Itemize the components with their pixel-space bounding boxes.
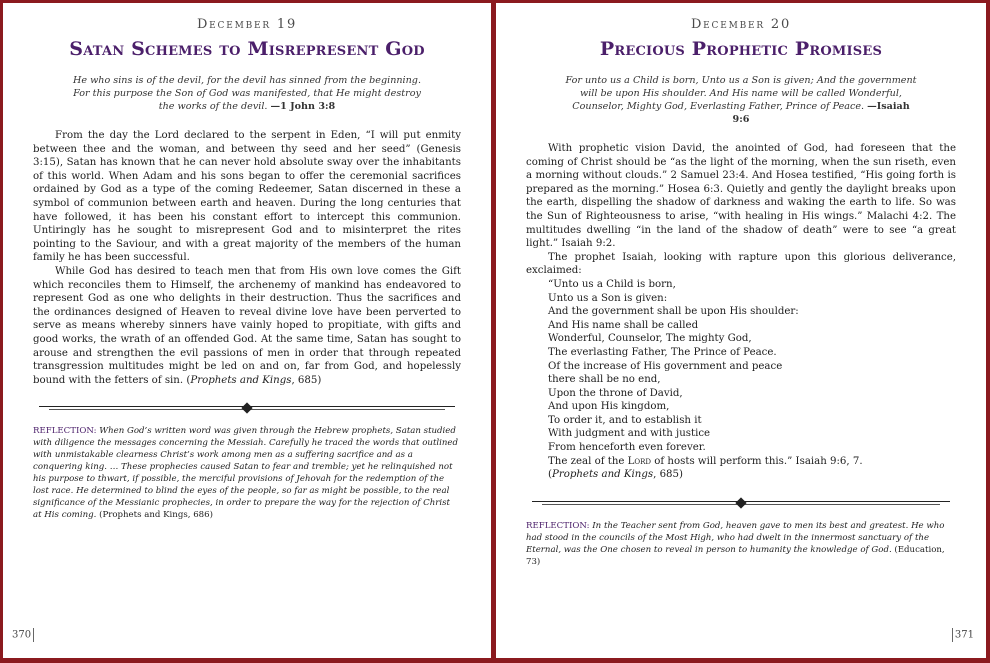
poem-line: From henceforth even forever. (548, 442, 706, 454)
reading-body (526, 142, 956, 482)
page-title: Satan Schemes to Misrepresent God (69, 38, 425, 60)
poem-citation: (Prophets and Kings, 685) (548, 469, 683, 481)
diamond-ornament-icon (735, 497, 746, 508)
poem-line: To order it, and to establish it (548, 414, 702, 426)
paragraph: While God has desired to teach men that from His own love comes the Gift which reconciles them to Himself, the archenemy of mankind has endeavored to represent God as one who delights in their destruction. Thus the sacrifices and the ordinances designed of Heaven to reveal divine love have been perverted to serve as means whereby sinners have vainly hoped to propitiate, with gifts and good works, the wrath of an offended God. At the same time, Satan has sought to arouse and strengthen the evil passions of men in order that through repeated transgression multitudes might be led on and on, far from God, and hopelessly bound with the fetters of sin. (Prophets and Kings, 685) (33, 265, 461, 386)
paragraph: The prophet Isaiah, looking with rapture upon this glorious deliverance, exclaimed: (526, 251, 956, 277)
citation-page: , 685) (653, 469, 683, 481)
page-number (950, 628, 974, 642)
page-number-bar (33, 628, 34, 642)
reflection-label: REFLECTION: (33, 426, 97, 437)
verse-text: For unto us a Child is born, Unto us a Son is given; And the government will be upon His shoulder. And His name will be called Wonderful, Counselor, Mighty God, Everlasting Father, Prince of Peace. (565, 75, 917, 112)
page-number-text: 371 (954, 629, 974, 641)
poem-line: With judgment and with justice (548, 428, 711, 440)
lord-small-caps: Lord (627, 455, 652, 467)
paragraph: With prophetic vision David, the anointed of God, had foreseen that the coming of Christ should be “as the light of the morning, when the sun riseth, even a morning without clouds.” 2 Samuel 23:4. And Hosea testified, “His going forth is prepared as the morning.” Hosea 6:3. Quietly and gently the daylight breaks upon the earth, dispelling the shadow of darkness and waking the earth to life. So was the Sun of Righteousness to arise, “with healing in His wings.” Malachi 4:2. The multitudes dwelling “in the land of the shadow of death” were to see “a great light.” Isaiah 9:2. (526, 143, 956, 250)
poem-line: Of the increase of His government and peace (548, 360, 783, 372)
poem-line: “Unto us a Child is born, (548, 278, 676, 290)
paragraph: From the day the Lord declared to the serpent in Eden, “I will put enmity between thee and the woman, and between thy seed and her seed” (Genesis 3:15), Satan has known that he can never hold absolute sway over the inhabitants of this world. When Adam and his sons began to offer the ceremonial sacrifices ordained by God as a type of the coming Redeemer, Satan discerned in these a symbol of communion between earth and heaven. During the long centuries that have followed, it has been his constant effort to intercept this communion. Untiringly has he sought to misrepresent God and to misinterpret the rites pointing to the Saviour, and with a great majority of the members of the human family he has been successful. (33, 130, 461, 264)
verse-text: He who sins is of the devil, for the devil has sinned from the beginning. For this purpose the Son of God was manifested, that He might destroy the works of the devil. (73, 75, 421, 112)
verse-reference: —Isaiah 9:6 (732, 101, 910, 125)
citation-title: Prophets and Kings (190, 374, 292, 386)
page-number-bar (952, 628, 953, 642)
citation-page: , 685) (291, 374, 322, 386)
reflection-text: When God’s written word was given through the Hebrew prophets, Satan studied with diligence the messages concerning the Messiah. Carefully he traced the words that outlined with unmistakable clearness Christ’s work among men as a suffering sacrifice and as a conquering king. … These prophecies caused Satan to fear and tremble; yet he relinquished not his purpose to thwart, if possible, the merciful provisions of Jehovah for the redemption of the lost race. He determined to blind the eyes of the people, so far as might be possible, to the real significance of the Messianic prophecies, in order to prepare the way for the rejection of Christ at His coming. (33, 426, 459, 521)
reflection-label: REFLECTION: (526, 520, 590, 531)
page-date: December 19 (196, 17, 298, 32)
poem-line: Unto us a Son is given: (548, 292, 668, 304)
reflection-text: In the Teacher sent from God, heaven gave to men its best and greatest. He who had stood in the councils of the Most High, who had dwelt in the innermost sanctuary of the Eternal, was the One chosen to reveal in person to humanity the knowledge of God. (526, 520, 945, 555)
page-title: Precious Prophetic Promises (599, 38, 883, 60)
right-page-content (526, 3, 956, 568)
reflection-source: (Education, 73) (526, 544, 945, 567)
reflection-source: (Prophets and Kings, 686) (99, 510, 213, 521)
left-page-content (33, 3, 461, 521)
scripture-verse (70, 74, 425, 113)
poem-line: And the government shall be upon His shoulder: (548, 306, 799, 318)
prophecy-poem (526, 278, 956, 482)
scripture-verse (564, 74, 919, 126)
ornamental-divider (532, 496, 950, 510)
reading-body (33, 129, 461, 387)
page-number-text: 370 (12, 629, 32, 641)
right-page (496, 3, 986, 658)
poem-text: The zeal of the (548, 455, 628, 467)
poem-line: And His name shall be called (548, 319, 699, 331)
page-date: December 20 (690, 17, 792, 32)
paragraph-text: While God has desired to teach men that from His own love comes the Gift which reconciles them to Himself, the archenemy of mankind has endeavored to represent God as one who delights in their destruction. Thus the sacrifices and the ordinances designed of Heaven to reveal divine love have been perverted to serve as means whereby sinners have vainly hoped to propitiate, with gifts and good works, the wrath of an offended God. At the same time, Satan has sought to arouse and strengthen the evil passions of men in order that through repeated transgression multitudes might be led on and on, far from God, and hopelessly bound with the fetters of sin. (33, 265, 461, 386)
poem-line (548, 455, 956, 469)
poem-line: The everlasting Father, The Prince of Peace. (548, 346, 777, 358)
diamond-ornament-icon (241, 403, 252, 414)
poem-line: Wonderful, Counselor, The mighty God, (548, 333, 752, 345)
reflection (526, 520, 956, 568)
verse-reference: —1 John 3:8 (270, 101, 336, 112)
reflection (33, 425, 461, 521)
citation-title: Prophets and Kings (551, 469, 654, 481)
poem-line: there shall be no end, (548, 374, 661, 386)
ornamental-divider (39, 401, 455, 415)
poem-text: of hosts will perform this.” Isaiah 9:6, 7. (651, 455, 863, 467)
left-page (3, 3, 491, 658)
poem-line: And upon His kingdom, (548, 401, 670, 413)
poem-line: Upon the throne of David, (548, 387, 683, 399)
page-number (12, 628, 36, 642)
